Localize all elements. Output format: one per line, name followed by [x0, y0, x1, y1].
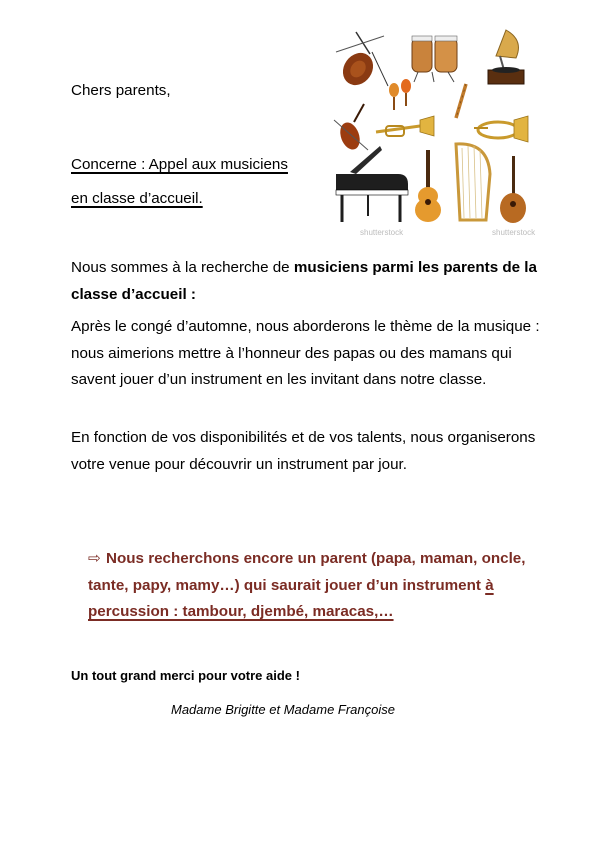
- intro-paragraph: [71, 255, 541, 308]
- intro-text: Nous sommes à la recherche de: [71, 259, 294, 276]
- subject-line-2: en classe d’accueil.: [71, 190, 203, 207]
- intro-bold-text: musiciens parmi les parents de la classe d’accueil :: [71, 259, 537, 303]
- guitar-icon: [415, 150, 441, 222]
- callout-percussion: à percussion : tambour, djembé, maracas,…: [88, 576, 494, 620]
- watermark: shutterstock: [360, 228, 404, 237]
- piano-icon: [336, 146, 408, 222]
- callout-text: Nous recherchons encore un parent (papa, maman, oncle, tante, papy, mamy…) qui saurait jouer d’un instrument: [88, 550, 526, 594]
- paragraph-theme: Après le congé d’automne, nous aborderons le thème de la musique : nous aimerions mettre à l’honneur des papas ou des mamans qui savent jouer d’un instrument en les invitant dans notre classe.: [71, 318, 540, 388]
- subject-line-1: Concerne : Appel aux musiciens: [71, 156, 288, 173]
- watermark: shutterstock: [492, 228, 536, 237]
- subject: [71, 148, 288, 216]
- mandolin-icon: [500, 156, 526, 223]
- greeting: Chers parents,: [71, 82, 171, 99]
- trumpet-icon: [376, 116, 434, 136]
- thanks-line: Un tout grand merci pour votre aide !: [71, 668, 300, 683]
- callout-request: [88, 546, 538, 626]
- gramophone-icon: [488, 30, 524, 84]
- paragraph-organisation: En fonction de vos disponibilités et de vos talents, nous organiserons votre venue pour découvrir un instrument par jour.: [71, 429, 536, 473]
- arrow-right-icon: ⇨: [88, 550, 101, 567]
- harp-icon: [456, 144, 490, 220]
- conga-drums-icon: [412, 36, 457, 82]
- trumpet-icon: [474, 116, 528, 142]
- maracas-icon: [389, 79, 411, 110]
- cello-icon: [336, 32, 388, 91]
- instruments-illustration: [328, 24, 534, 230]
- violin-icon: [334, 104, 368, 152]
- signature: Madame Brigitte et Madame Françoise: [171, 702, 395, 717]
- flute-icon: [456, 84, 466, 118]
